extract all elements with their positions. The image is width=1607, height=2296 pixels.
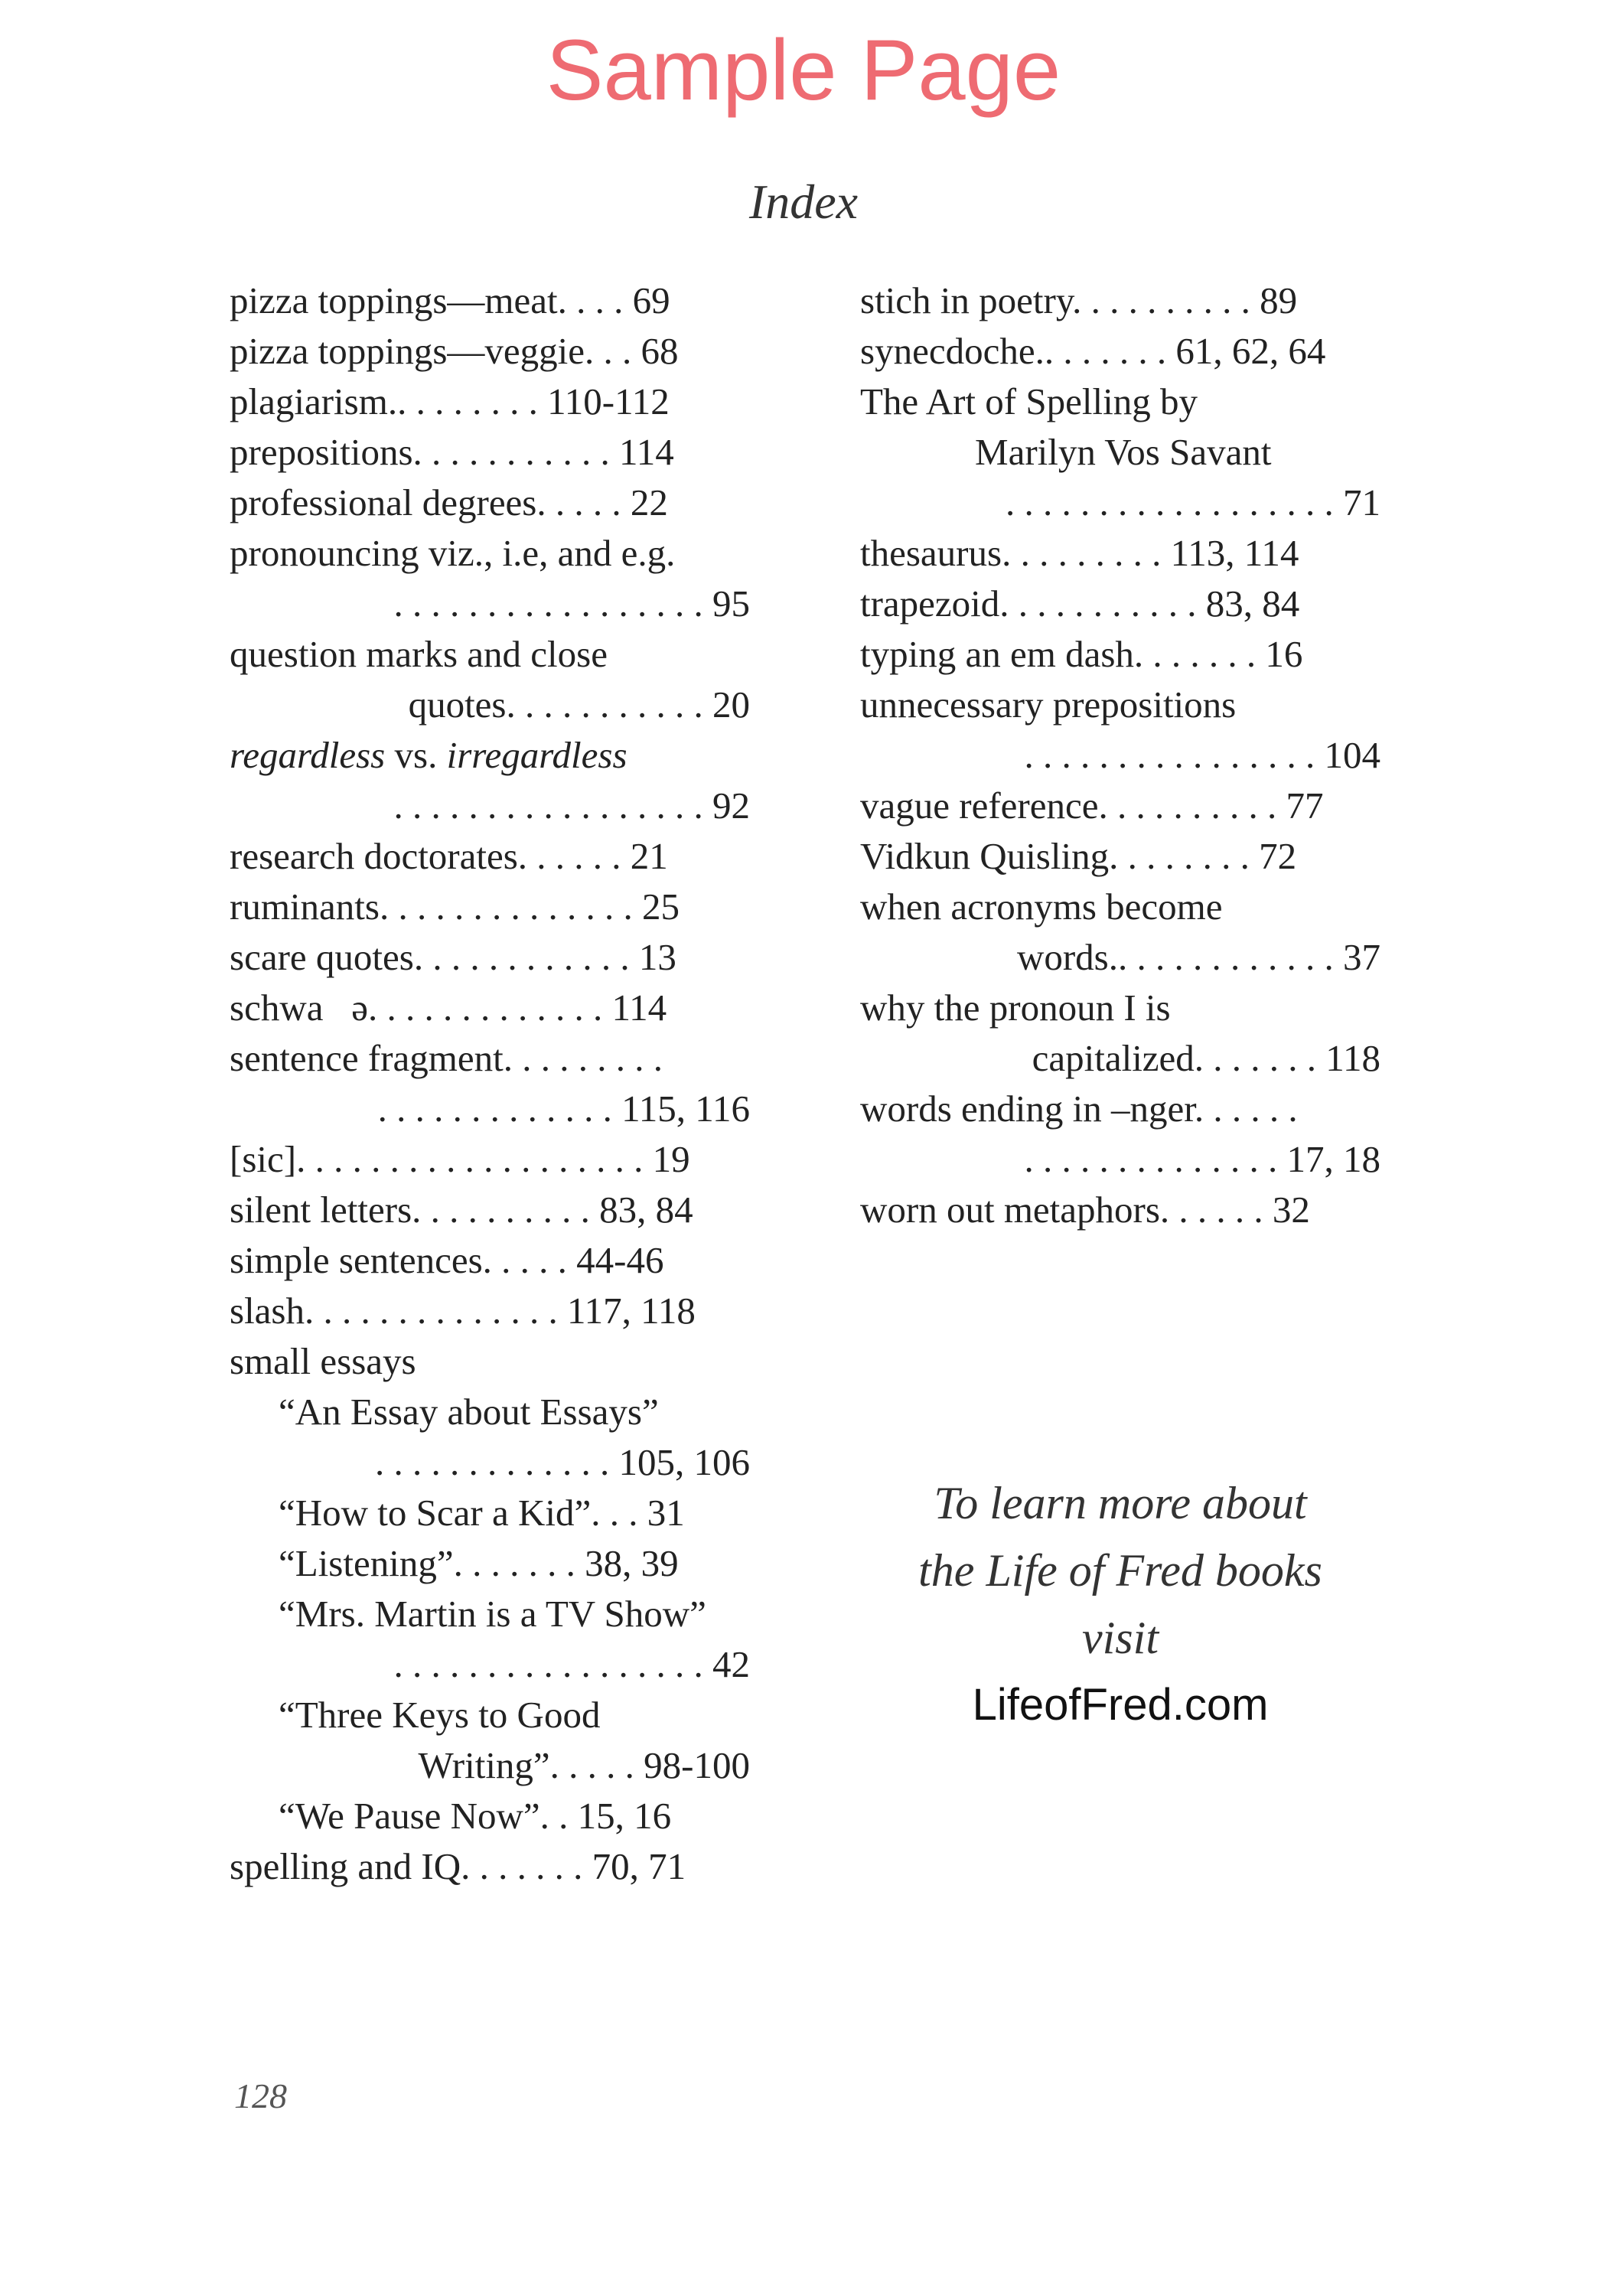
index-entry: slash. . . . . . . . . . . . . . 117, 118 bbox=[230, 1290, 696, 1332]
index-entry: “We Pause Now”. . 15, 16 bbox=[279, 1795, 672, 1837]
index-entry: . . . . . . . . . . . . . . 17, 18 bbox=[1024, 1138, 1380, 1180]
index-entry: regardless vs. irregardless bbox=[230, 734, 627, 776]
index-entry: “How to Scar a Kid”. . . 31 bbox=[279, 1492, 685, 1534]
index-entry: worn out metaphors. . . . . . 32 bbox=[860, 1189, 1310, 1231]
index-entry: stich in poetry. . . . . . . . . . 89 bbox=[860, 279, 1298, 321]
index-entry: Writing”. . . . . 98-100 bbox=[418, 1744, 750, 1786]
index-entry: . . . . . . . . . . . . . . . . . 95 bbox=[393, 582, 750, 625]
index-entry: pizza toppings—meat. . . . 69 bbox=[230, 279, 670, 321]
index-column-left bbox=[230, 276, 750, 1892]
index-entry: “An Essay about Essays” bbox=[279, 1391, 659, 1433]
index-entry: why the pronoun I is bbox=[860, 987, 1171, 1029]
index-entry: synecdoche.. . . . . . . 61, 62, 64 bbox=[860, 330, 1326, 372]
index-entry: capitalized. . . . . . . 118 bbox=[1032, 1037, 1380, 1079]
index-entry: vague reference. . . . . . . . . . 77 bbox=[860, 784, 1324, 827]
index-entry: . . . . . . . . . . . . . 115, 116 bbox=[377, 1088, 750, 1130]
index-entry: when acronyms become bbox=[860, 885, 1223, 928]
index-entry: . . . . . . . . . . . . . . . . . 42 bbox=[393, 1643, 750, 1685]
sample-page-banner: Sample Page bbox=[546, 22, 1061, 118]
index-entry: small essays bbox=[230, 1340, 416, 1382]
index-title: Index bbox=[748, 174, 859, 229]
index-entry: . . . . . . . . . . . . . . . . 104 bbox=[1024, 734, 1380, 776]
index-entry: [sic]. . . . . . . . . . . . . . . . . . . 19 bbox=[230, 1138, 690, 1180]
index-entry: scare quotes. . . . . . . . . . . . 13 bbox=[230, 936, 676, 978]
index-entry: The Art of Spelling by bbox=[860, 380, 1198, 422]
index-entry: pronouncing viz., i.e, and e.g. bbox=[230, 532, 676, 574]
index-entry: . . . . . . . . . . . . . 105, 106 bbox=[375, 1441, 750, 1483]
index-entry: simple sentences. . . . . 44-46 bbox=[230, 1239, 664, 1281]
index-entry: . . . . . . . . . . . . . . . . . 92 bbox=[393, 784, 750, 827]
promo-line-1: To learn more about bbox=[934, 1478, 1307, 1528]
index-entry: trapezoid. . . . . . . . . . . 83, 84 bbox=[860, 582, 1300, 625]
index-entry: words.. . . . . . . . . . . . 37 bbox=[1016, 936, 1380, 978]
index-entry: schwa ə. . . . . . . . . . . . . 114 bbox=[230, 987, 667, 1029]
index-entry: Marilyn Vos Savant bbox=[975, 431, 1272, 473]
index-entry: “Three Keys to Good bbox=[279, 1694, 601, 1736]
index-entry: . . . . . . . . . . . . . . . . . . 71 bbox=[1006, 481, 1380, 523]
index-entry: plagiarism.. . . . . . . . 110-112 bbox=[230, 380, 670, 422]
index-entry: prepositions. . . . . . . . . . . 114 bbox=[230, 431, 674, 473]
index-entry: research doctorates. . . . . . 21 bbox=[230, 835, 668, 877]
index-entry: typing an em dash. . . . . . . 16 bbox=[860, 633, 1303, 675]
index-entry: Vidkun Quisling. . . . . . . . 72 bbox=[860, 835, 1297, 877]
index-column-right bbox=[860, 276, 1380, 1235]
index-entry: sentence fragment. . . . . . . . . bbox=[230, 1037, 663, 1079]
index-entry: silent letters. . . . . . . . . . 83, 84 bbox=[230, 1189, 693, 1231]
index-entry: professional degrees. . . . . 22 bbox=[230, 481, 668, 523]
index-entry: quotes. . . . . . . . . . . 20 bbox=[408, 683, 750, 726]
index-entry: pizza toppings—veggie. . . 68 bbox=[230, 330, 679, 372]
promo-line-2: the Life of Fred books bbox=[918, 1545, 1322, 1596]
index-entry: words ending in –nger. . . . . . bbox=[860, 1088, 1298, 1130]
promo-block bbox=[860, 1469, 1380, 1739]
page-number: 128 bbox=[234, 2076, 287, 2115]
index-entry: question marks and close bbox=[230, 633, 608, 675]
promo-url: LifeofFred.com bbox=[972, 1680, 1269, 1730]
index-entry: “Mrs. Martin is a TV Show” bbox=[279, 1593, 706, 1635]
index-entry: ruminants. . . . . . . . . . . . . . 25 bbox=[230, 885, 680, 928]
promo-line-3: visit bbox=[1082, 1613, 1159, 1663]
index-entry: thesaurus. . . . . . . . . 113, 114 bbox=[860, 532, 1299, 574]
index-entry: “Listening”. . . . . . . 38, 39 bbox=[279, 1542, 679, 1584]
index-entry: unnecessary prepositions bbox=[860, 683, 1237, 726]
index-entry: spelling and IQ. . . . . . . 70, 71 bbox=[230, 1845, 686, 1887]
